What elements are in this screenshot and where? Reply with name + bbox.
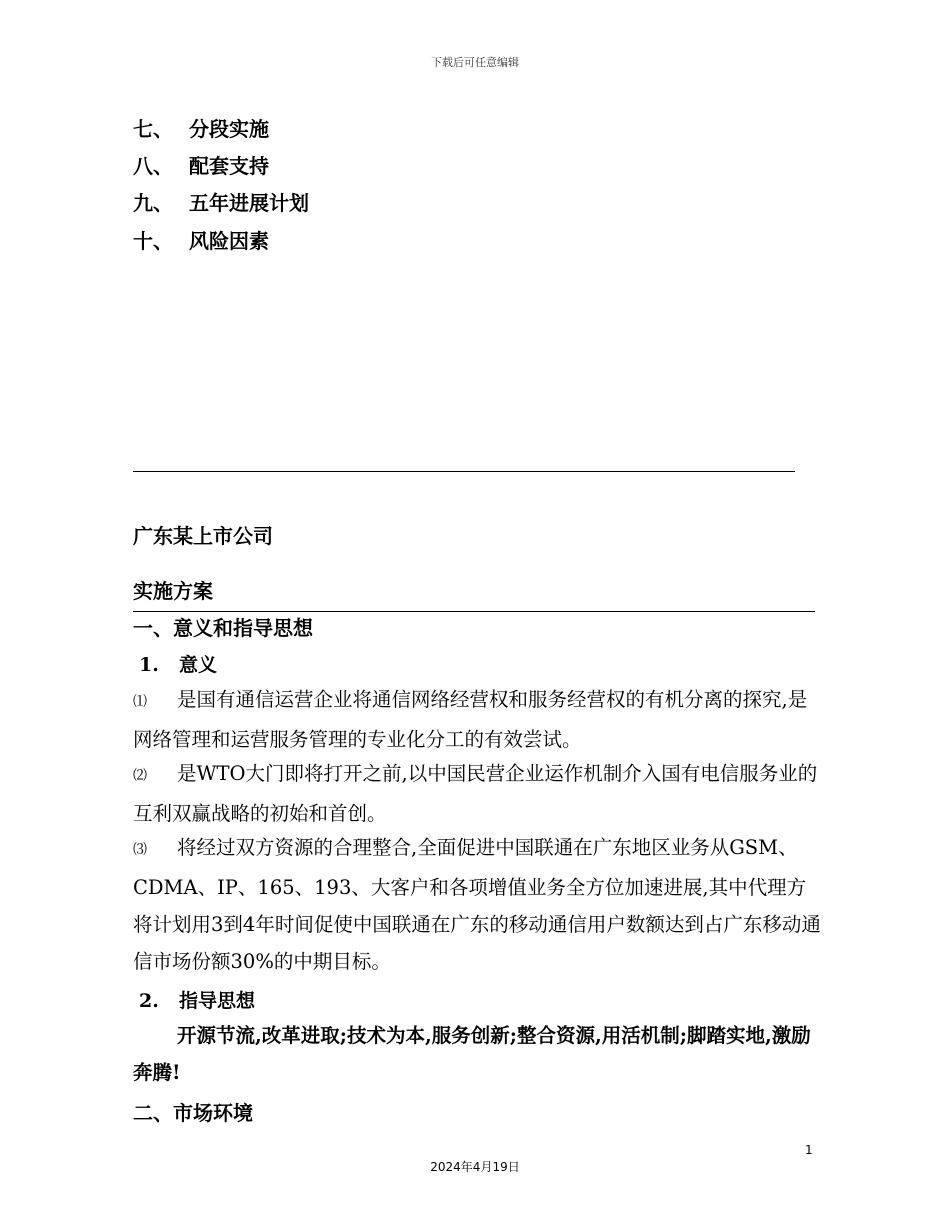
section-heading: 一、意义和指导思想: [133, 616, 313, 640]
list-item: [133, 681, 823, 758]
subheading-label: 意义: [179, 654, 218, 676]
company-name: 广东某上市公司: [133, 524, 273, 548]
subheading-number: 2.: [139, 990, 159, 1012]
item-marker: ⑴: [133, 694, 147, 710]
toc-label: 分段实施: [189, 117, 269, 141]
item-text: 将经过双方资源的合理整合,全面促进中国联通在广东地区业务从GSM、CDMA、IP、165、193、大客户和各项增值业务全方位加速进展,其中代理方将计划用3到4年时间促使中国联通在广东的移动通信用户数额达到占广东移动通信市场份额30%的中期目标。: [133, 836, 821, 973]
subheading: [139, 986, 255, 1013]
subheading-number: 1.: [139, 654, 159, 676]
toc-number: 七、: [133, 117, 173, 141]
toc-number: 九、: [133, 191, 173, 215]
toc-item: [133, 150, 269, 179]
item-marker: ⑶: [133, 842, 147, 858]
toc-number: 八、: [133, 154, 173, 178]
item-marker: ⑵: [133, 768, 147, 784]
list-item: [133, 755, 823, 832]
subheading-label: 指导思想: [179, 990, 256, 1012]
toc-number: 十、: [133, 229, 173, 253]
toc-item: [133, 113, 269, 142]
divider-line: [133, 471, 795, 472]
item-text: 是国有通信运营企业将通信网络经营权和服务经营权的有机分离的探究,是网络管理和运营服务管理的专业化分工的有效尝试。: [133, 688, 808, 751]
section-heading: 二、市场环境: [133, 1101, 253, 1125]
guiding-principles: 开源节流,改革进取;技术为本,服务创新;整合资源,用活机制;脚踏实地,激励奔腾!: [133, 1024, 811, 1084]
subheading: [139, 650, 217, 677]
toc-label: 配套支持: [189, 154, 269, 178]
doc-title: 实施方案: [133, 579, 213, 603]
list-item: [133, 829, 823, 980]
toc-label: 风险因素: [189, 229, 269, 253]
footer-date: 2024年4月19日: [430, 1160, 520, 1174]
item-text: 是WTO大门即将打开之前,以中国民营企业运作机制介入国有电信服务业的互利双赢战略的初始和首创。: [133, 762, 818, 825]
toc-item: [133, 225, 269, 254]
toc-label: 五年进展计划: [189, 191, 309, 215]
toc-item: [133, 187, 309, 216]
page-number: 1: [805, 1143, 813, 1157]
header-note: 下载后可任意编辑: [431, 56, 519, 69]
